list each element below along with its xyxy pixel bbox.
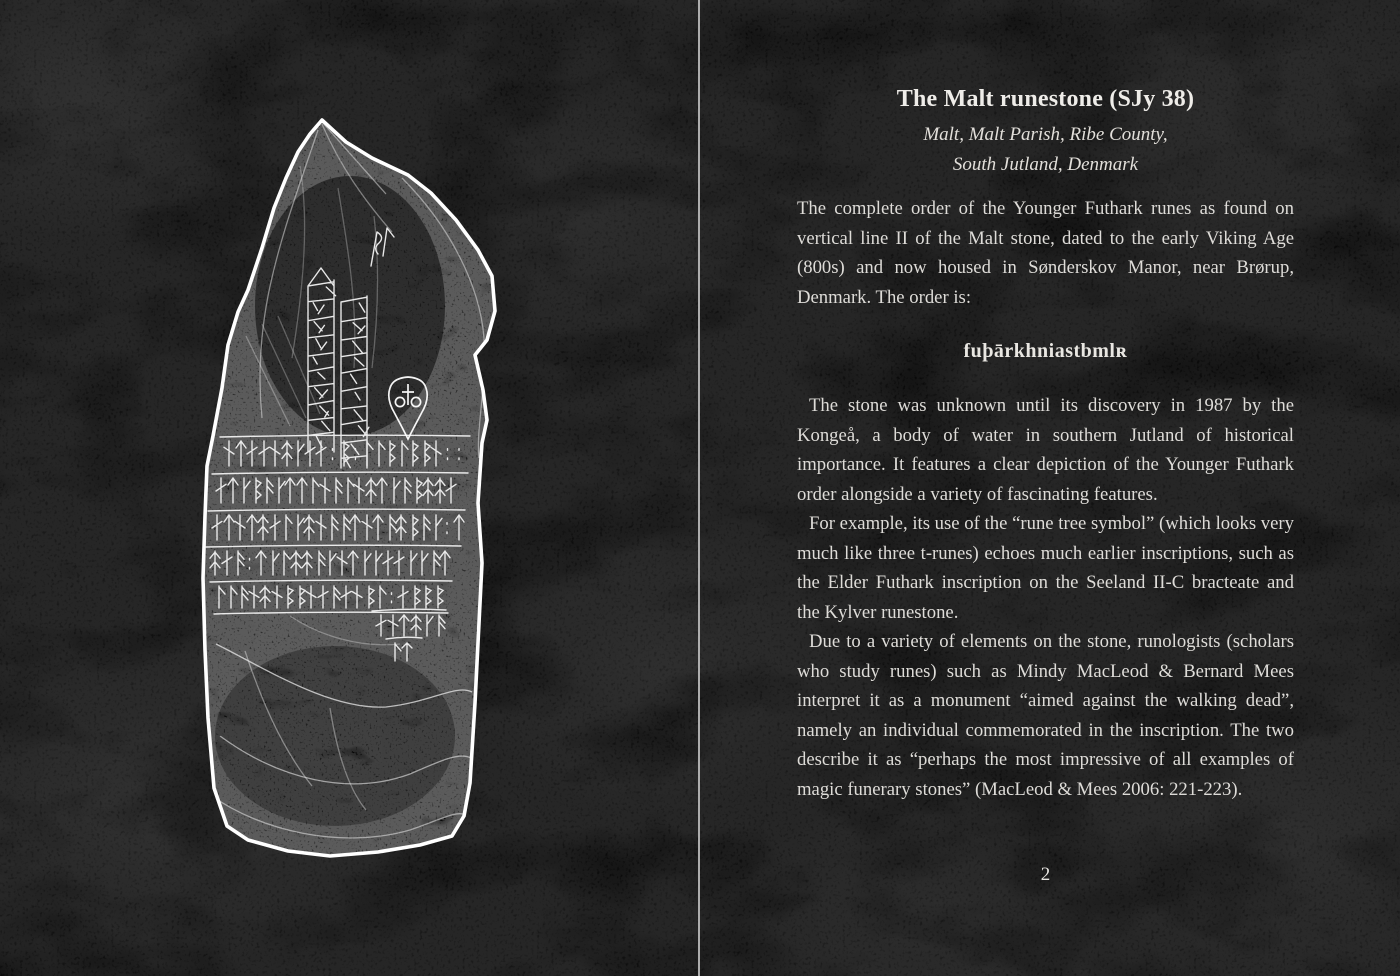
left-page xyxy=(0,0,699,976)
intro-paragraph: The complete order of the Younger Futhark runes as found on vertical line II of the Malt stone, dated to the early Viking Age (800s) and now housed in Sønderskov Manor, near Brørup, Denmark. The order is: xyxy=(797,198,1294,308)
body-paragraph-2: For example, its use of the “rune tree symbol” (which looks very much like three t-runes) echoes much earlier inscriptions, such as the Elder Futhark inscription on the Seeland II-C bracteate and the Kylver runestone. xyxy=(797,513,1294,623)
subtitle-line-2: South Jutland, Denmark xyxy=(952,154,1139,175)
right-page xyxy=(699,0,1400,976)
futhark-order: fuþārkhniastbmlʀ xyxy=(963,340,1128,362)
page-number: 2 xyxy=(1040,864,1051,885)
body-paragraph-3: Due to a variety of elements on the stone, runologists (scholars who study runes) such as Mindy MacLeod & Bernard Mees interpret it as a monument “aimed against the walking dead”, namely an individual commemorated in the inscription. The two describe it as “perhaps the most impressive of all examples of magic funerary stones” (MacLeod & Mees 2006: 221-223). xyxy=(797,631,1294,800)
body-paragraph-1: The stone was unknown until its discovery in 1987 by the Kongeå, a body of water in southern Jutland of historical importance. It features a clear depiction of the Younger Futhark order alongside a variety of fascinating features. xyxy=(797,395,1294,505)
page-divider-line xyxy=(698,0,700,976)
subtitle-line-1: Malt, Malt Parish, Ribe County, xyxy=(923,124,1168,145)
page-title: The Malt runestone (SJy 38) xyxy=(896,86,1195,112)
page-text-column xyxy=(797,0,1294,804)
malt-runestone-illustration xyxy=(150,96,550,868)
